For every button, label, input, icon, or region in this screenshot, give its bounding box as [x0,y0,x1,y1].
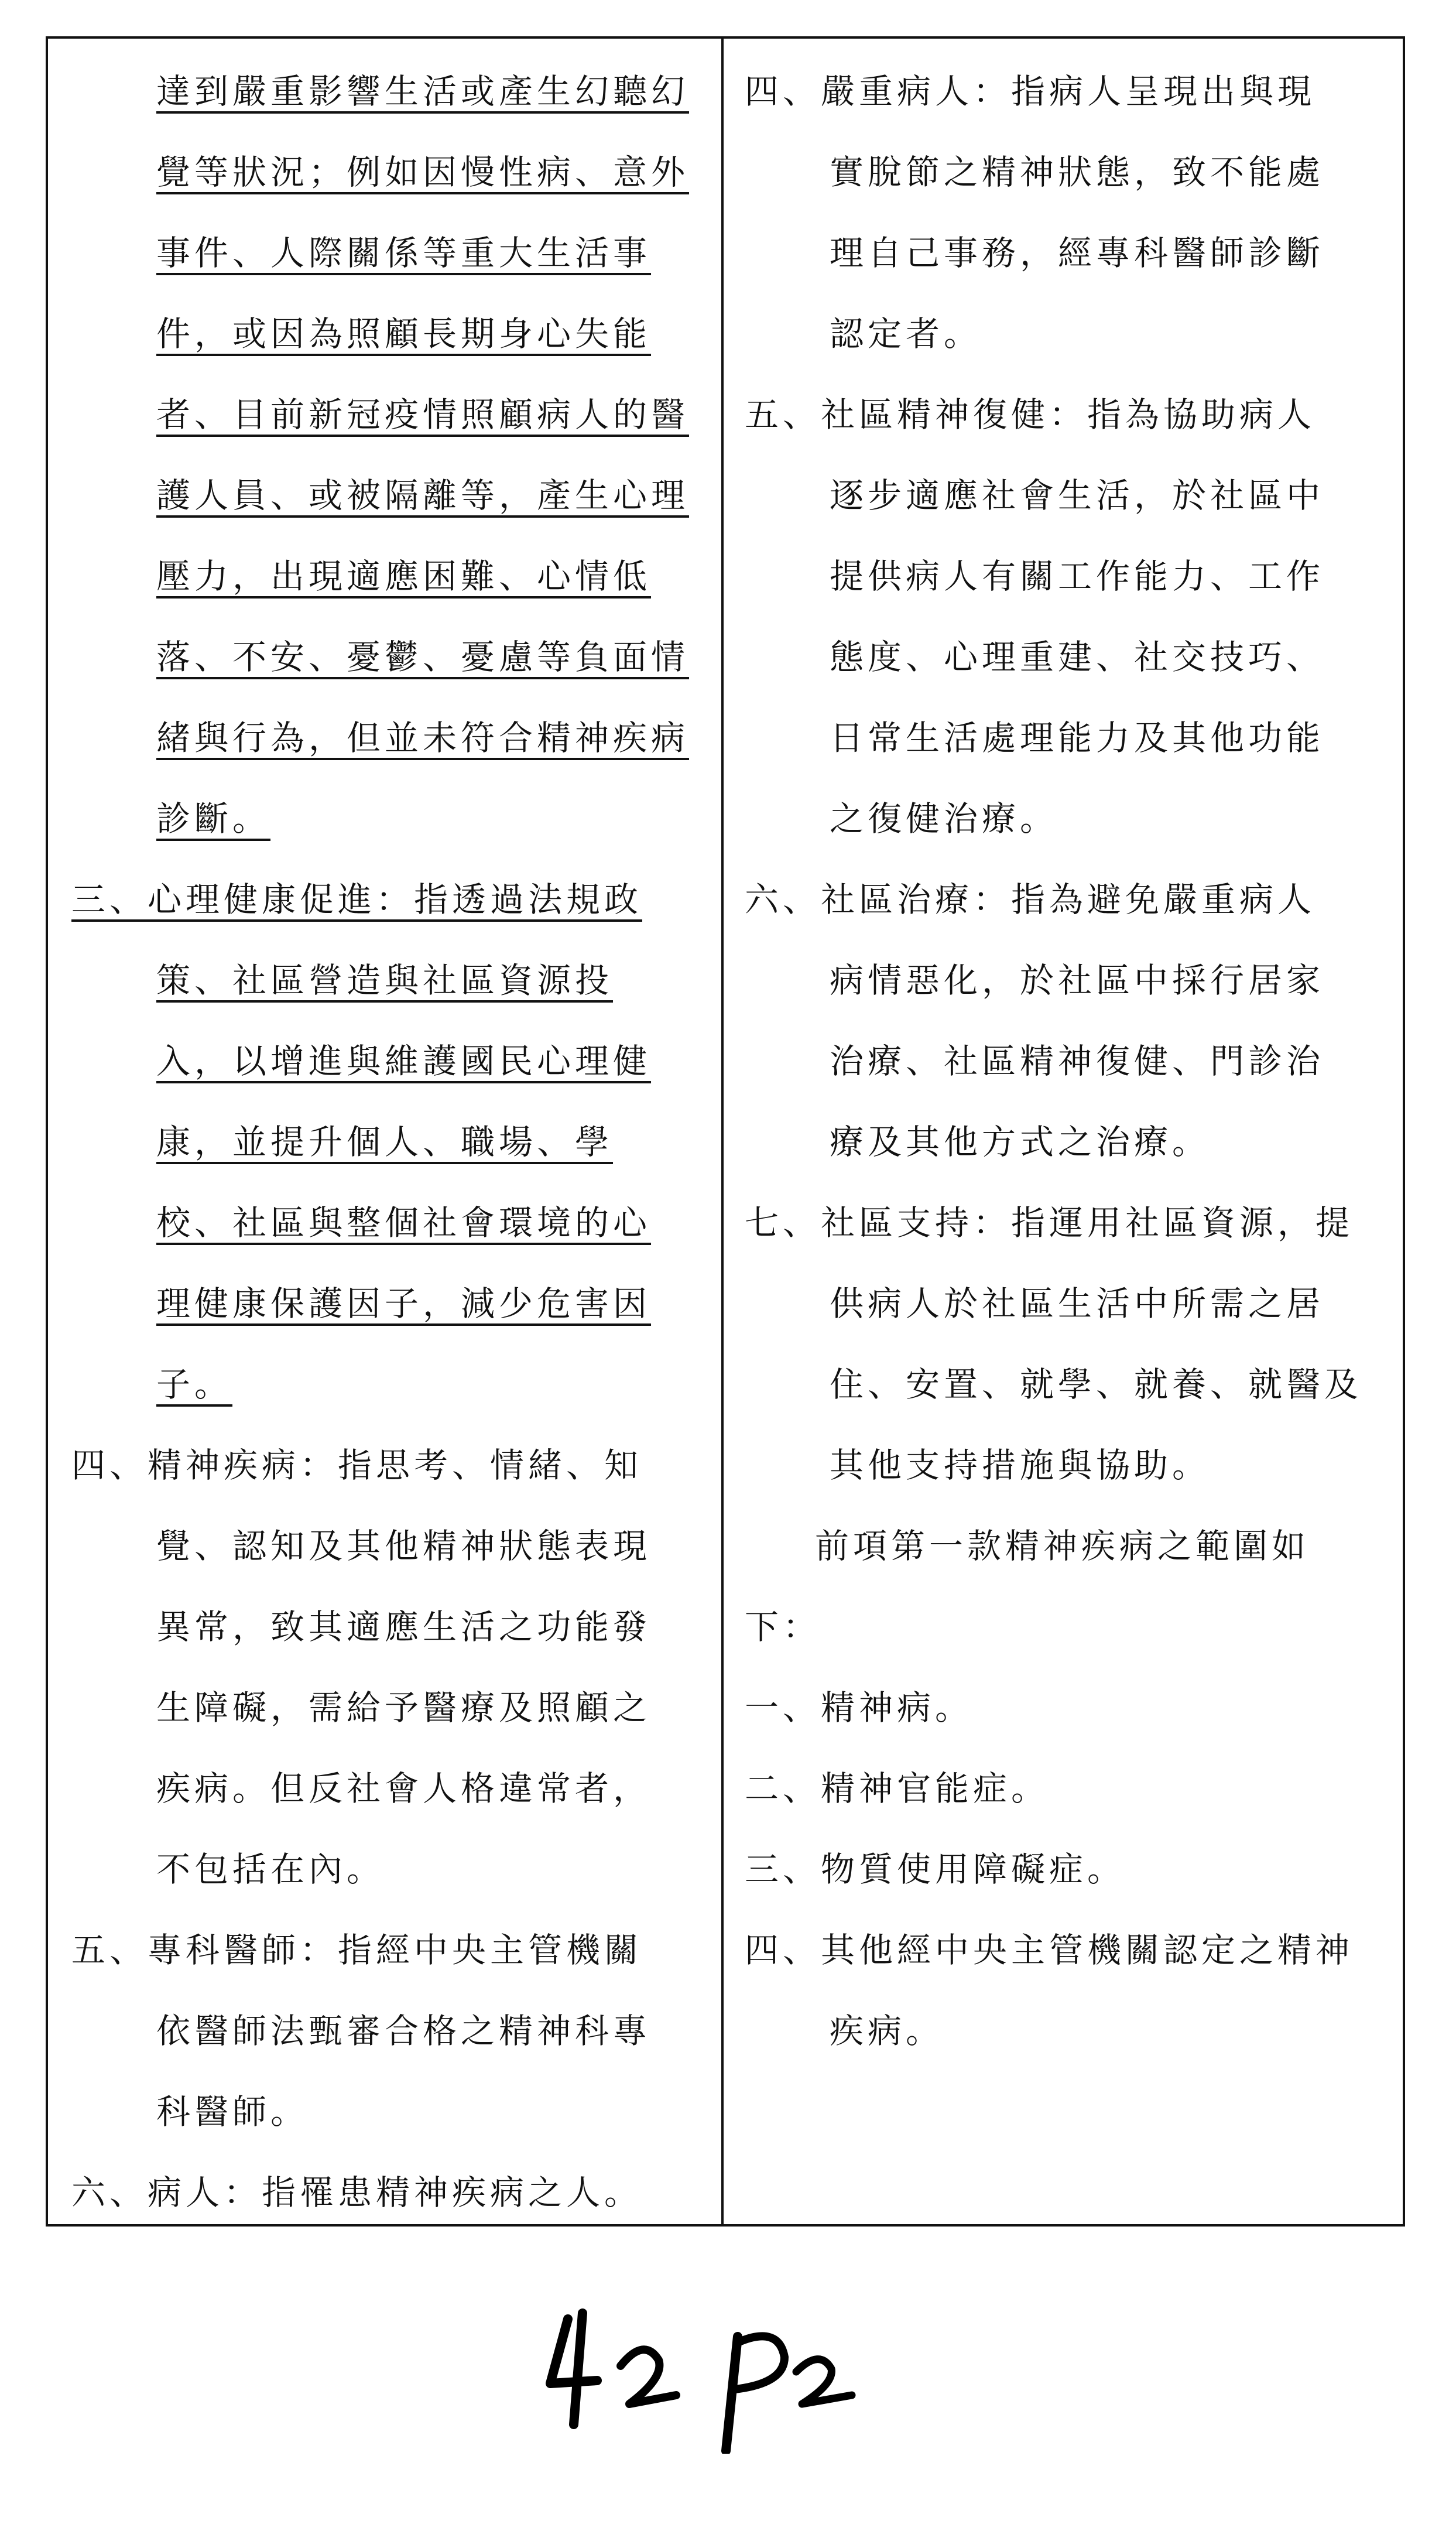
handwritten-note [527,2301,937,2454]
left-line-20: 異常，致其適應生活之功能發 [156,1607,652,1647]
right-line-4: 認定者。 [830,314,982,354]
left-line-3: 事件、人際關係等重大生活事 [156,233,652,273]
right-line-13: 治療、社區精神復健、門診治 [830,1041,1325,1081]
left-line-4: 件，或因為照顧長期身心失能 [156,314,652,354]
left-line-18: 四、精神疾病：指思考、情緒、知 [71,1445,643,1485]
left-line-27: 六、病人：指罹患精神疾病之人。 [71,2173,643,2212]
left-line-23: 不包括在內。 [156,1849,385,1889]
left-line-8: 落、不安、憂鬱、憂慮等負面情 [156,637,690,677]
left-line-26: 科醫師。 [156,2092,309,2132]
right-line-9: 日常生活處理能力及其他功能 [830,718,1325,758]
right-line-10: 之復健治療。 [830,799,1058,839]
right-line-12: 病情惡化，於社區中採行居家 [830,960,1325,1000]
right-line-6: 逐步適應社會生活，於社區中 [830,476,1325,515]
left-line-6: 護人員、或被隔離等，產生心理 [156,476,690,515]
left-line-2: 覺等狀況；例如因慢性病、意外 [156,152,690,192]
left-line-14: 康，並提升個人、職場、學 [156,1122,614,1162]
left-line-11: 三、心理健康促進：指透過法規政 [71,880,643,919]
left-line-15: 校、社區與整個社會環境的心 [156,1203,652,1243]
left-line-7: 壓力，出現適應困難、心情低 [156,556,652,596]
right-line-21: 一、精神病。 [745,1688,974,1728]
right-line-22: 二、精神官能症。 [745,1769,1050,1808]
left-line-22: 疾病。但反社會人格違常者， [156,1769,652,1808]
left-line-12: 策、社區營造與社區資源投 [156,960,614,1000]
column-divider [721,39,724,2224]
right-line-17: 住、安置、就學、就養、就醫及 [830,1364,1363,1404]
right-line-2: 實脫節之精神狀態，致不能處 [830,152,1325,192]
right-line-19: 前項第一款精神疾病之範圍如 [815,1526,1310,1566]
right-line-8: 態度、心理重建、社交技巧、 [830,637,1325,677]
left-line-10: 診斷。 [156,799,271,839]
right-line-11: 六、社區治療：指為避免嚴重病人 [745,880,1316,919]
left-line-17: 子。 [156,1364,233,1404]
left-line-25: 依醫師法甄審合格之精神科專 [156,2011,652,2051]
right-line-15: 七、社區支持：指運用社區資源，提 [745,1203,1354,1243]
left-line-19: 覺、認知及其他精神狀態表現 [156,1526,652,1566]
right-line-25: 疾病。 [830,2011,944,2051]
right-line-7: 提供病人有關工作能力、工作 [830,556,1325,596]
left-line-16: 理健康保護因子，減少危害因 [156,1284,652,1323]
right-line-1: 四、嚴重病人：指病人呈現出與現 [745,71,1316,111]
right-line-23: 三、物質使用障礙症。 [745,1849,1126,1889]
handwritten-note-drawing [527,2301,937,2454]
right-line-24: 四、其他經中央主管機關認定之精神 [745,1930,1354,1970]
two-column-table [46,36,1405,2227]
right-line-16: 供病人於社區生活中所需之居 [830,1284,1325,1323]
left-line-9: 緒與行為，但並未符合精神疾病 [156,718,690,758]
left-line-5: 者、目前新冠疫情照顧病人的醫 [156,395,690,435]
right-line-18: 其他支持措施與協助。 [830,1445,1211,1485]
left-line-21: 生障礙，需給予醫療及照顧之 [156,1688,652,1728]
right-line-14: 療及其他方式之治療。 [830,1122,1211,1162]
right-line-5: 五、社區精神復健：指為協助病人 [745,395,1316,435]
right-line-20: 下： [745,1607,821,1647]
right-line-3: 理自己事務，經專科醫師診斷 [830,233,1325,273]
left-line-13: 入，以增進與維護國民心理健 [156,1041,652,1081]
left-line-1: 達到嚴重影響生活或產生幻聽幻 [156,71,690,111]
left-line-24: 五、專科醫師：指經中央主管機關 [71,1930,643,1970]
